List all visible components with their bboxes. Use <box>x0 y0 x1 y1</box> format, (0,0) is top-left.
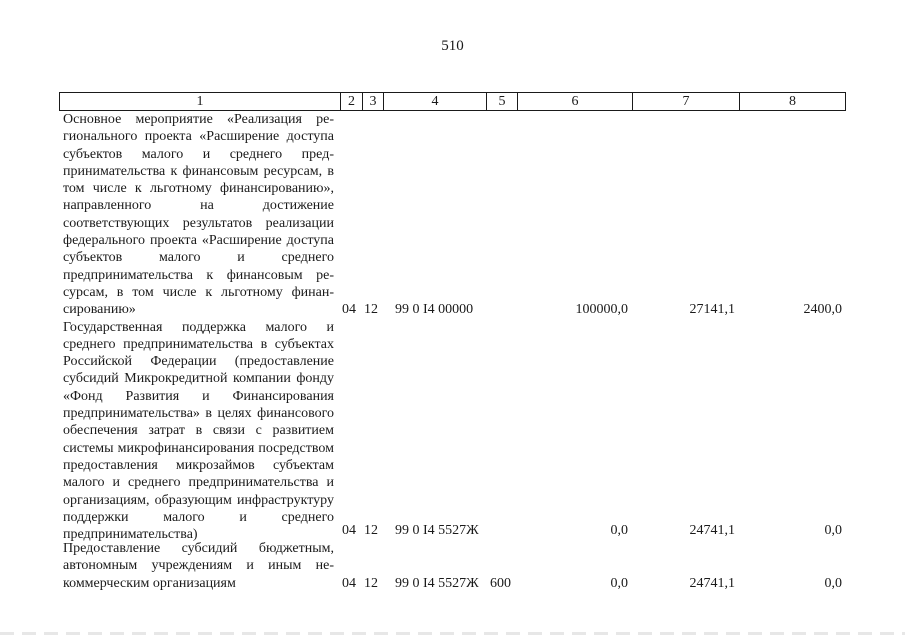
column-header-2: 2 <box>341 93 363 111</box>
page-number: 510 <box>441 38 464 54</box>
column-header-5: 5 <box>487 93 518 111</box>
row-target-article: 99 0 I4 5527Ж <box>395 523 479 538</box>
row-section: 04 <box>342 576 356 591</box>
scan-artifact <box>0 632 905 635</box>
row-value-col7: 24741,1 <box>689 576 735 591</box>
row-section: 04 <box>342 523 356 538</box>
row-target-article: 99 0 I4 00000 <box>395 302 474 317</box>
row-value-col7: 27141,1 <box>689 302 735 317</box>
row-target-article: 99 0 I4 5527Ж <box>395 576 479 591</box>
row-description: Государственная поддержка малого и среднего предпринимательства в субъектах Российской Федерации (предоставление субсидий Микрокредитной компании фонду «Фонд Развития и Финансирования предпринимательства» в целях финансового обеспечения затрат в связи с развитием системы микрофинансирования посредством предоставления микрозаймов субъектам малого и среднего предпринимательства и организациям, образующим инфраструктуру поддержки малого и среднего предпринимательства) <box>63 319 334 543</box>
row-value-col8: 0,0 <box>824 523 842 538</box>
row-subsection: 12 <box>364 523 378 538</box>
row-description: Предоставление субсидий бюджетным, автономным учреждениям и иным некоммерческим организациям <box>63 541 334 591</box>
row-value-col6: 100000,0 <box>575 302 628 317</box>
column-header-row <box>59 92 846 111</box>
row-value-col8: 0,0 <box>824 576 842 591</box>
row-description: Основное мероприятие «Реализация регионального проекта «Расширение доступа субъектов малого и среднего предпринимательства к финансовым ресурсам, в том числе к льготному финансированию», направленного на достижение соответствующих результатов реализации федерального проекта «Расширение доступа субъектов малого и среднего предпринимательства к финансовым ресурсам, в том числе к льготному финансированию» <box>63 112 334 318</box>
column-header-1: 1 <box>60 93 341 111</box>
row-value-col7: 24741,1 <box>689 523 735 538</box>
column-header-6: 6 <box>518 93 633 111</box>
column-header-7: 7 <box>633 93 740 111</box>
row-section: 04 <box>342 302 356 317</box>
row-value-col8: 2400,0 <box>803 302 842 317</box>
column-header-4: 4 <box>384 93 487 111</box>
row-value-col6: 0,0 <box>610 576 628 591</box>
row-expense-type: 600 <box>490 576 511 591</box>
row-subsection: 12 <box>364 576 378 591</box>
row-value-col6: 0,0 <box>610 523 628 538</box>
column-header-3: 3 <box>363 93 384 111</box>
column-header-8: 8 <box>740 93 846 111</box>
row-subsection: 12 <box>364 302 378 317</box>
